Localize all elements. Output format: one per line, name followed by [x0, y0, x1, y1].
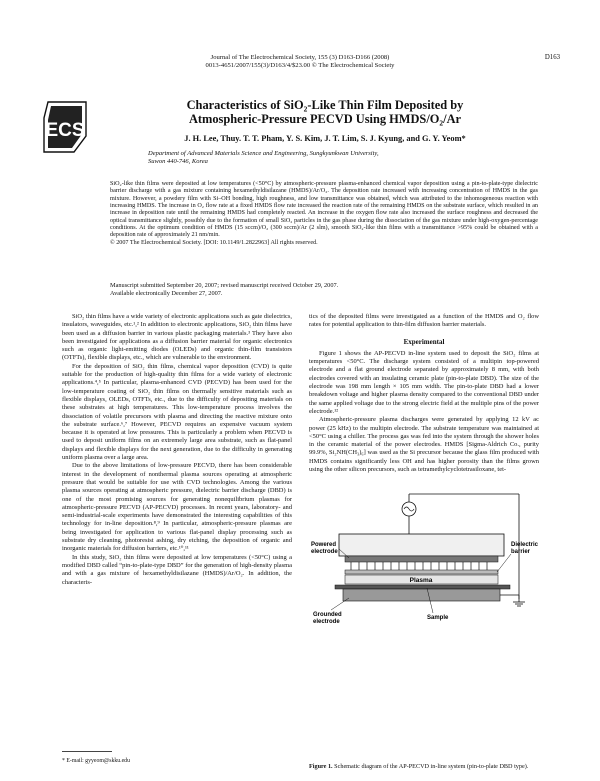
caption-label: Figure 1. — [309, 763, 333, 770]
available-line: Available electronically December 27, 2007. — [110, 290, 223, 297]
logo-text: ECS — [45, 120, 85, 141]
dielectric-barrier-layer — [345, 570, 498, 574]
paragraph: SiO₂ thin films have a wide variety of electronic applications such as gate dielectrics, insulators, waveguides, etc.¹,² In addition to electronic applications, SiO₂ thin films have been used as a diffusion barrier in various plastic packaging materials.³ They have also been investigated for applications as a diffusion barrier material for organic electronics such as organic light-emitting diodes (OLEDs) and organic thin-film transistors (OTFTs), flexible displays, etc., which are vulnerable to the environment. — [62, 313, 292, 362]
label-sample: Sample — [427, 615, 449, 621]
received-line: Manuscript submitted September 20, 2007; revised manuscript received October 29, 2007. — [110, 282, 339, 289]
label-grounded: Grounded — [313, 612, 342, 618]
paragraph: Atmospheric-pressure plasma discharges were generated by applying 12 kV ac power (25 kHz) to the multipin electrode. The substrate temperature was maintained at <50°C using a chiller. The process gas was fed into the system through the shower holes in the ceramic material of the power electrodes. HMDS [Sigma-Aldrich Co., purity 99.9%, Si₂NH(CH₃)₆] was used as the Si precursor because the glass film produced with HMDS contains significantly less OH and has higher porosity than the films grown using the other silicon precursors, such as tetramethylcyclotetrasiloxane, tet- — [309, 416, 539, 474]
affiliation — [110, 150, 540, 166]
journal-copyright-line: 0013-4651/2007/155(3)/D163/4/$23.00 © The Electrochemical Society — [205, 62, 395, 69]
paragraph: Figure 1 shows the AP-PECVD in-line system used to deposit the SiO₂ films at temperatures <50°C. The discharge system consisted of a multipin top-powered electrode and a flat ground electrode separated by approximately 8 mm, with both electrodes covered with an insulating ceramic plate (pin-to-plate DBD). The size of the electrode was 198 mm length × 105 mm width. The pin-to-plate DBD had a lower breakdown voltage and higher plasma density compared to the conventional DBD under the same applied voltage due to the strong electric field at the multiple pins of the power electrode.¹² — [309, 349, 539, 415]
grounded-electrode-block — [343, 589, 500, 601]
ecs-logo — [40, 98, 90, 156]
powered-electrode-block — [339, 534, 504, 556]
figure-1-caption — [309, 763, 539, 771]
journal-header — [0, 54, 600, 70]
affiliation-line-2: Suwon 440-746, Korea — [148, 158, 208, 165]
label-powered: Powered — [311, 542, 337, 548]
paragraph: tics of the deposited films were investigated as a function of the HMDS and O₂ flow rates for potential application to thin-film diffusion barrier materials. — [309, 313, 539, 329]
section-heading-experimental: Experimental — [403, 337, 445, 346]
title-line-2: Atmospheric-Pressure PECVD Using HMDS/O₂/Ar — [188, 112, 462, 126]
manuscript-dates — [110, 282, 540, 298]
body-column-right — [309, 313, 539, 474]
abstract-copyright-doi: © 2007 The Electrochemical Society. [DOI: 10.1149/1.2822963] All rights reserved. — [110, 239, 318, 246]
figure-1-schematic — [309, 474, 539, 750]
label-powered-electrode: electrode — [311, 549, 338, 555]
paragraph: Due to the above limitations of low-pressure PECVD, there has been considerable interest in the development of nonthermal plasma sources operating at atmospheric pressure that would be suitable for use with CVD technologies. Among the various plasma sources operating at atmospheric pressure, dielectric barrier discharge (DBD) is one of the most promising sources for generating nonequilibrium plasmas for atmospheric-pressure PECVD (AP-PECVD) processes. In recent years, laboratory- and semi-industrial-scale experiments have demonstrated the interesting capabilities of this technology for in-line deposition.⁸,⁹ In particular, atmospheric-pressure plasmas are being investigated for application to various flat-panel display processing such as substrate dry cleaning, photoresist ashing, dry etching, the deposition of organic and inorganic materials for diffusion barriers, etc.¹⁰,¹¹ — [62, 462, 292, 553]
electrode-pins — [351, 562, 487, 570]
affiliation-line-1: Department of Advanced Materials Science and Engineering, Sungkyunkwan University, — [148, 150, 379, 157]
label-grounded-electrode: electrode — [313, 619, 340, 625]
author-list: J. H. Lee, Thuy. T. T. Pham, Y. S. Kim, J. T. Lim, S. J. Kyung, and G. Y. Yeom* — [184, 134, 466, 143]
abstract-text: SiO₂-like thin films were deposited at low temperatures (<50°C) by atmospheric-pressure plasma-enhanced chemical vapor deposition using a pin-to-plate-type dielectric barrier discharge with a gas mixture containing hexamethyldisilazane (HMDS)/Ar/O₂. The deposition rate increased with increasing concentration of HMDS in the gas mixture. However, a powdery film with Si–OH bonding, high roughness, and low transmittance was obtained, which was attributed to the inhomogeneous reaction with increasing HMDS. The increase in O₂ flow rate at a fixed HMDS flow rate increased the reaction rate of the remaining HMDS on the substrate surface, which resulted in an increase in deposition rate until the remaining HMDS had completely reacted. An increase in the oxygen flow rate also increased the surface roughness and decreased the optical transmittance slightly, possibly due to the formation of small SiO₂ particles in the gas phase during the dissociation of the gas mixture under high-oxygen-percentage conditions. At the optimum condition of HMDS (15 sccm)/O₂ (300 sccm)/Ar (2 slm), smooth SiO₂-like thin films with a transmittance >95% could be obtained with a deposition rate of approximately 21 nm/min. — [110, 181, 538, 239]
paragraph: For the deposition of SiO₂ thin films, chemical vapor deposition (CVD) is quite suitable for the production of high-quality thin films for a wide variety of electronic applications.⁴,⁵ In particular, plasma-enhanced CVD (PECVD) has been used for the low-temperature coating of SiO₂ thin films on thermally sensitive materials such as flexible displays, OLEDs, OTFTs, etc., due to the difficulty of depositing materials on these substrates at high temperatures. This low-temperature process involves the dissociation of volatile precursors with plasma and directing the reactive mixture onto the substrate surface.⁶,⁷ However, PECVD requires an expensive vacuum system because it is operated at low pressures. This is particularly a problem when PECVD is used to deposit uniform films on an extremely large area substrate, such as flat-panel displays and flexible displays for the next generation, due to the difficulty in generating uniform plasma over a large area. — [62, 362, 292, 462]
title-line-1: Characteristics of SiO₂-Like Thin Film Deposited by — [186, 98, 464, 112]
paragraph: In this study, SiO₂ thin films were deposited at low temperatures (<50°C) using a modified DBD called “pin-to-plate-type DBD” for the generation of high-density plasma and with a gas mixture of hexamethyldisilazane (HMDS)/Ar/O₂. In addition, the characteris- — [62, 553, 292, 586]
label-barrier: barrier — [511, 549, 531, 555]
body-column-left — [62, 313, 292, 587]
page-number: D163 — [544, 54, 560, 61]
label-dielectric: Dielectric — [511, 542, 539, 548]
journal-citation: Journal of The Electrochemical Society, 155 (3) D163-D166 (2008) — [210, 54, 390, 61]
abstract — [110, 181, 538, 247]
footnote-email: * E-mail: gyyeom@skku.edu — [62, 758, 130, 764]
caption-text: Schematic diagram of the AP-PECVD in-line system (pin-to-plate DBD type). — [334, 763, 529, 770]
paper-title — [115, 98, 535, 126]
sample-substrate — [335, 585, 510, 589]
footnote-rule — [62, 751, 112, 752]
plasma-label: Plasma — [409, 577, 433, 584]
